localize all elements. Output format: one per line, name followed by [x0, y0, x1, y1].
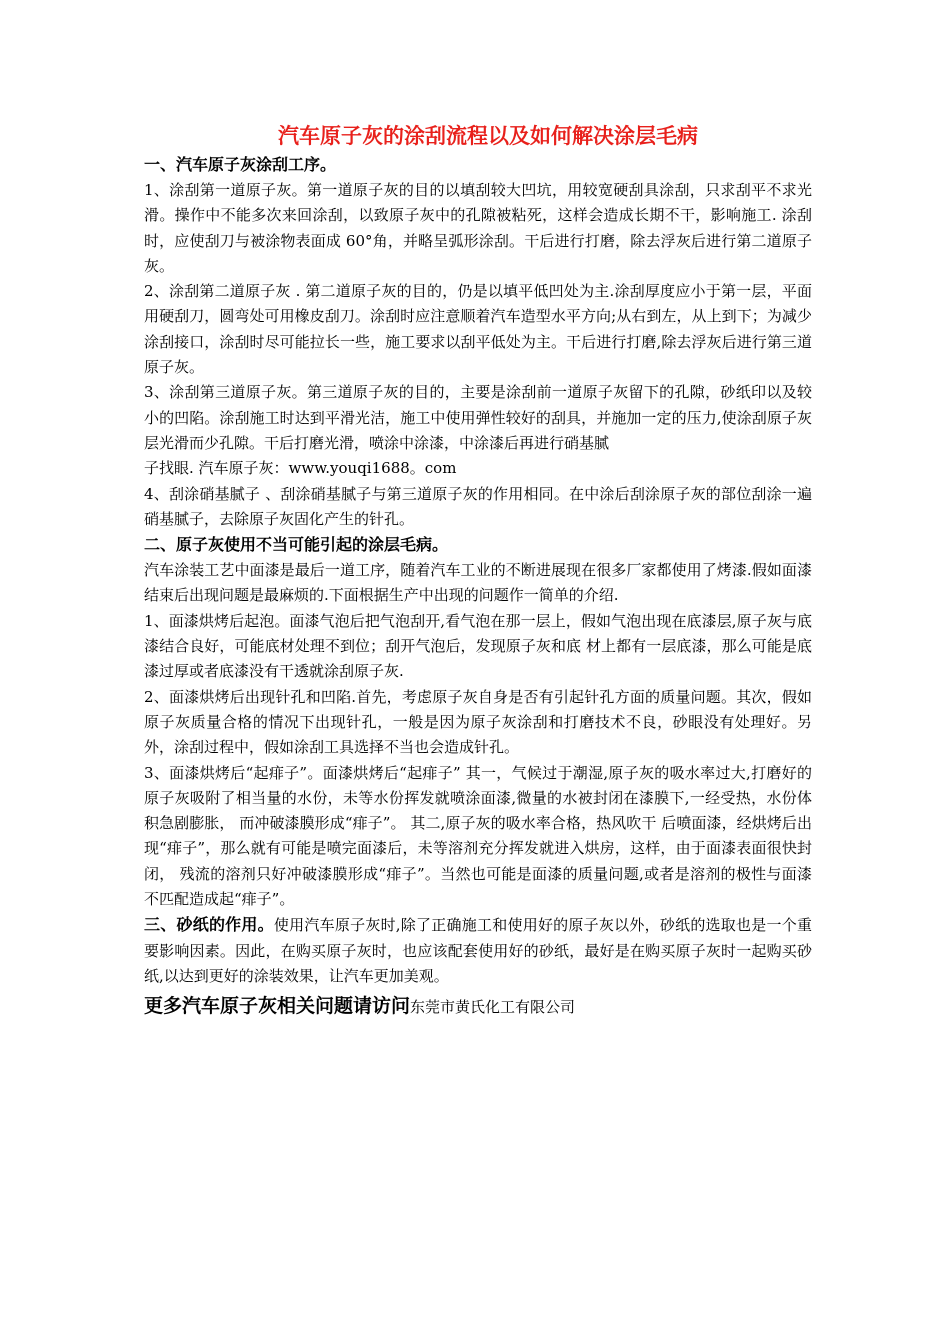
section-2-intro: 汽车涂装工艺中面漆是最后一道工序，随着汽车工业的不断进展现在很多厂家都使用了烤漆.假如面漆结束后出现问题是最麻烦的.下面根据生产中出现的问题作一简单的介绍.: [144, 561, 812, 605]
section-3-text: 使用汽车原子灰时,除了正确施工和使用好的原子灰以外，砂纸的选取也是一个重要影响因素。因此，在购买原子灰时，也应该配套使用好的砂纸，最好是在购买原子灰时一起购买砂纸,以达到更好的涂装效果，让汽车更加美观。: [144, 916, 812, 985]
footer-company-link[interactable]: 东莞市黄氏化工有限公司: [410, 998, 576, 1017]
section-1-heading: 一、汽车原子灰涂刮工序。: [144, 155, 337, 174]
section-1-website-line: 子找眼. 汽车原子灰：www.youqi1688。com: [144, 459, 457, 478]
section-1-paragraph-3: 3、涂刮第三道原子灰。第三道原子灰的目的，主要是涂刮前一道原子灰留下的孔隙，砂纸印以及较小的凹陷。涂刮施工时达到平滑光洁，施工中使用弹性较好的刮具，并施加一定的压力,使涂刮原子灰层光滑而少孔隙。干后打磨光滑，喷涂中涂漆，中涂漆后再进行硝基腻: [144, 383, 812, 452]
document-title: 汽车原子灰的涂刮流程以及如何解决涂层毛病: [278, 124, 698, 148]
footer-line: [144, 991, 812, 1022]
section-1-paragraph-2: 2、涂刮第二道原子灰 . 第二道原子灰的目的，仍是以填平低凹处为主.涂刮厚度应小于第一层，平面用硬刮刀，圆弯处可用橡皮刮刀。涂刮时应注意顺着汽车造型水平方向;从右到左，从上到下；为减少涂刮接口，涂刮时尽可能拉长一些，施工要求以刮平低处为主。干后进行打磨,除去浮灰后进行第三道原子灰。: [144, 282, 812, 377]
section-1-paragraph-4: 4、刮涂硝基腻子 、刮涂硝基腻子与第三道原子灰的作用相同。在中涂后刮涂原子灰的部位刮涂一遍硝基腻子，去除原子灰固化产生的针孔。: [144, 484, 812, 528]
section-3-heading: 三、砂纸的作用。: [144, 915, 274, 935]
footer-bold-text: 更多汽车原子灰相关问题请访问: [144, 995, 411, 1018]
section-2-paragraph-2: 2、面漆烘烤后出现针孔和凹陷.首先，考虑原子灰自身是否有引起针孔方面的质量问题。其次，假如原子灰质量合格的情况下出现针孔，一般是因为原子灰涂刮和打磨技术不良，砂眼没有处理好。另外，涂刮过程中，假如涂刮工具选择不当也会造成针孔。: [144, 687, 812, 757]
section-2: [144, 532, 812, 912]
section-3: [144, 912, 812, 989]
section-2-heading: 二、原子灰使用不当可能引起的涂层毛病。: [144, 535, 449, 555]
section-1-paragraph-1: 1、涂刮第一道原子灰。第一道原子灰的目的以填刮较大凹坑，用较宽硬刮具涂刮，只求刮平不求光滑。操作中不能多次来回涂刮，以致原子灰中的孔隙被粘死，这样会造成长期不干，影响施工. 涂刮时，应使刮刀与被涂物表面成 60°角，并略呈弧形涂刮。干后进行打磨，除去浮灰后进行第二道原子灰。: [144, 181, 812, 275]
section-3-paragraph: [144, 912, 812, 989]
section-2-paragraph-3: 3、面漆烘烤后“起痱子”。面漆烘烤后“起痱子” 其一，气候过于潮湿,原子灰的吸水率过大,打磨好的原子灰吸附了相当量的水份，未等水份挥发就喷涂面漆,微量的水被封闭在漆膜下,一经受热，水份体积急剧膨胀， 而冲破漆膜形成“痱子”。 其二,原子灰的吸水率合格，热风吹干 后喷面漆，经烘烤后出现“痱子”，那么就有可能是喷完面漆后，未等溶剂充分挥发就进入烘房，这样，由于面漆表面很快封闭， 残流的溶剂只好冲破漆膜形成“痱子”。当然也可能是面漆的质量问题,或者是溶剂的极性与面漆不匹配造成起“痱子”。: [144, 763, 812, 909]
document-page: [144, 120, 812, 1038]
section-2-paragraph-1: 1、面漆烘烤后起泡。面漆气泡后把气泡刮开,看气泡在那一层上，假如气泡出现在底漆层,原子灰与底漆结合良好，可能底材处理不到位；刮开气泡后，发现原子灰和底 材上都有一层底漆，那么可能是底漆过厚或者底漆没有干透就涂刮原子灰.: [144, 611, 812, 681]
section-1: [144, 152, 812, 532]
